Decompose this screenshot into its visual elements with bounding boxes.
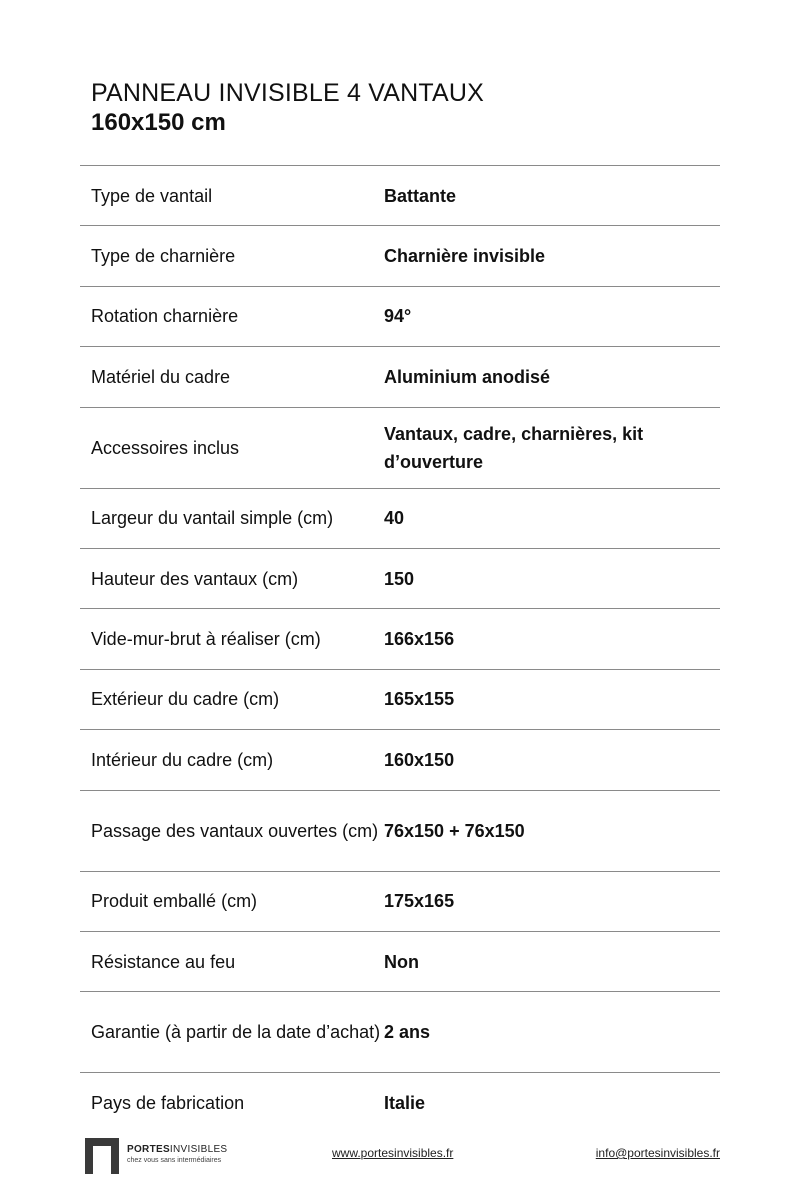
brand-name-part1: PORTES — [127, 1144, 170, 1155]
spec-label: Vide-mur-brut à réaliser (cm) — [91, 629, 321, 650]
spec-value: 94° — [384, 306, 412, 327]
spec-label: Largeur du vantail simple (cm) — [91, 508, 334, 529]
email-link[interactable]: info@portesinvisibles.fr — [595, 1146, 720, 1160]
spec-row-pays — [80, 1073, 720, 1133]
spec-row-emballe — [80, 872, 720, 932]
footer — [80, 1132, 720, 1176]
spec-label: Garantie (à partir de la date d’achat) — [91, 1022, 381, 1043]
spec-value: 166x156 — [384, 629, 455, 650]
spec-label: Rotation charnière — [91, 306, 239, 327]
spec-value: 2 ans — [384, 1022, 431, 1043]
title-block — [91, 78, 484, 138]
spec-value: Italie — [384, 1093, 426, 1114]
spec-value: 150 — [384, 568, 415, 589]
spec-row-type-charniere — [80, 226, 720, 286]
spec-label: Type de vantail — [91, 185, 213, 206]
spec-row-materiel — [80, 347, 720, 407]
product-title: PANNEAU INVISIBLE 4 VANTAUX — [91, 79, 485, 107]
spec-row-largeur — [80, 489, 720, 549]
spec-table — [80, 165, 720, 1134]
spec-row-passage — [80, 791, 720, 872]
spec-row-accessoires — [80, 408, 720, 489]
spec-label: Intérieur du cadre (cm) — [91, 749, 274, 770]
spec-label: Hauteur des vantaux (cm) — [91, 568, 299, 589]
door-logo-icon — [83, 1134, 121, 1174]
spec-value: 40 — [384, 508, 405, 529]
spec-value: 76x150 + 76x150 — [384, 820, 525, 841]
spec-row-vide-mur — [80, 609, 720, 669]
spec-value: Battante — [384, 185, 457, 206]
spec-label: Passage des vantaux ouvertes (cm) — [91, 820, 379, 841]
spec-label: Extérieur du cadre (cm) — [91, 689, 280, 710]
spec-label: Matériel du cadre — [91, 366, 231, 387]
brand-name — [127, 1144, 227, 1156]
brand-logo — [83, 1134, 227, 1174]
spec-value: 160x150 — [384, 749, 455, 770]
spec-row-interieur — [80, 730, 720, 790]
website-link[interactable]: www.portesinvisibles.fr — [332, 1146, 454, 1160]
spec-row-exterieur — [80, 670, 720, 730]
brand-tagline: chez vous sans intermédiaires — [127, 1157, 222, 1164]
spec-label: Pays de fabrication — [91, 1093, 245, 1114]
spec-label: Type de charnière — [91, 246, 236, 267]
spec-row-rotation — [80, 287, 720, 347]
product-size: 160x150 cm — [91, 109, 226, 136]
spec-value: Non — [384, 951, 419, 972]
spec-value: 175x165 — [384, 891, 455, 912]
spec-row-hauteur — [80, 549, 720, 609]
spec-label: Résistance au feu — [91, 951, 236, 972]
spec-value: Aluminium anodisé — [384, 366, 551, 387]
spec-value: Charnière invisible — [384, 246, 546, 267]
spec-label: Accessoires inclus — [91, 437, 240, 458]
spec-value: Vantaux, cadre, charnières, kit d’ouverture — [384, 423, 644, 472]
spec-row-garantie — [80, 992, 720, 1073]
brand-name-part2: INVISIBLES — [169, 1144, 228, 1155]
brand-text — [127, 1144, 227, 1166]
spec-row-feu — [80, 932, 720, 992]
spec-label: Produit emballé (cm) — [91, 891, 258, 912]
spec-row-type-vantail — [80, 166, 720, 226]
spec-value: 165x155 — [384, 689, 455, 710]
